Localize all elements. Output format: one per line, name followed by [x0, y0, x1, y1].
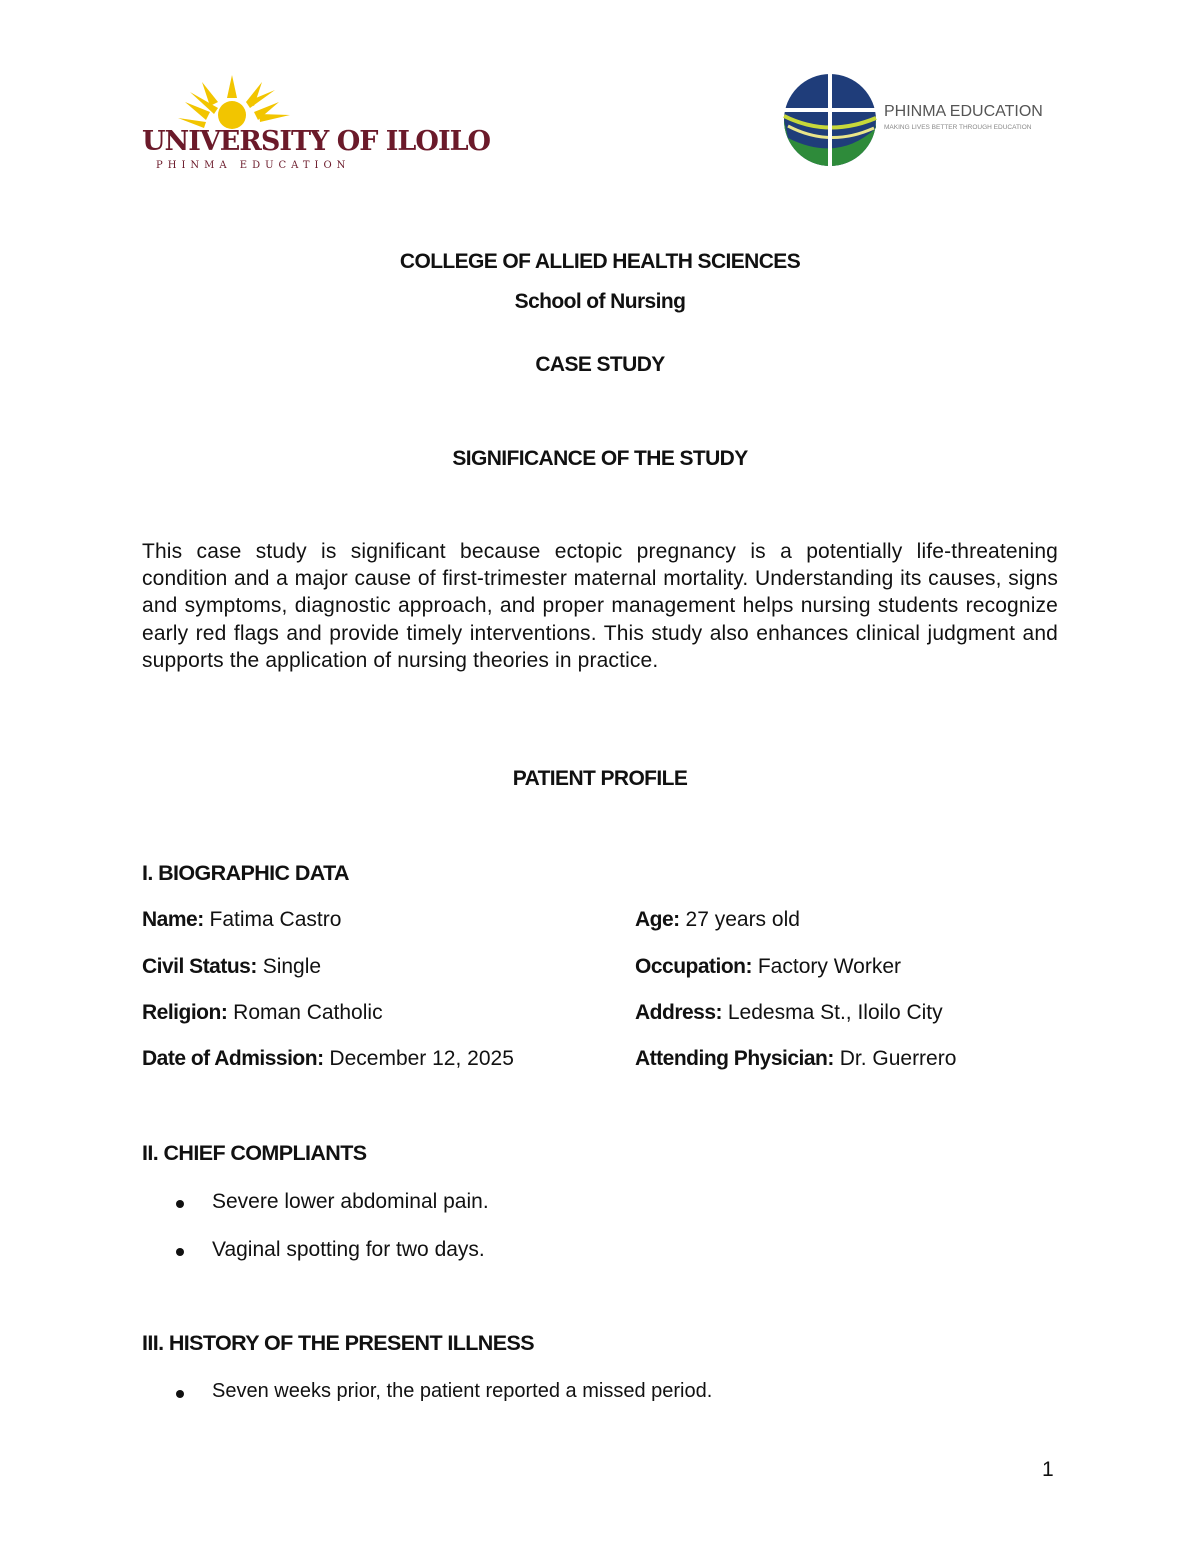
- field-label: Address:: [635, 1001, 723, 1024]
- field-label: Name:: [142, 908, 204, 931]
- logo-right-tagline: MAKING LIVES BETTER THROUGH EDUCATION: [884, 124, 1032, 131]
- field-label: Attending Physician:: [635, 1047, 834, 1070]
- list-item-text: Vaginal spotting for two days.: [212, 1238, 485, 1261]
- college-heading: COLLEGE OF ALLIED HEALTH SCIENCES: [399, 250, 801, 273]
- field-value: Factory Worker: [757, 955, 901, 978]
- field-value: Dr. Guerrero: [839, 1047, 957, 1070]
- field-religion: [142, 1001, 383, 1025]
- logo-right-title: PHINMA EDUCATION: [884, 103, 1043, 120]
- list-item-text: Severe lower abdominal pain.: [212, 1190, 489, 1213]
- phinma-globe-icon: [778, 68, 878, 174]
- document-type-heading: CASE STUDY: [535, 353, 665, 376]
- school-heading: School of Nursing: [514, 290, 686, 313]
- field-label: Civil Status:: [142, 955, 257, 978]
- bullet-icon: [176, 1390, 184, 1398]
- field-name: [142, 908, 341, 932]
- field-value: Single: [262, 955, 322, 978]
- bullet-icon: [176, 1200, 184, 1208]
- biographic-data-heading: I. BIOGRAPHIC DATA: [142, 861, 349, 885]
- bullet-icon: [176, 1248, 184, 1256]
- field-label: Age:: [635, 908, 680, 931]
- significance-paragraph: This case study is significant because ectopic pregnancy is a potentially life-threatening condition and a major cause of first-trimester maternal mortality. Understanding its causes, signs and symptoms, diagnostic approach, and proper management helps nursing students recognize early red flags and provide timely interventions. This study also enhances clinical judgment and supports the application of nursing theories in practice.: [142, 540, 1058, 672]
- logo-left-title: UNIVERSITY OF ILOILO: [142, 126, 491, 157]
- field-value: Ledesma St., Iloilo City: [727, 1001, 943, 1024]
- field-value: Roman Catholic: [233, 1001, 383, 1024]
- field-occupation: [635, 955, 901, 979]
- history-heading: III. HISTORY OF THE PRESENT ILLNESS: [142, 1331, 534, 1355]
- field-civil-status: [142, 955, 321, 979]
- phinma-education-logo: [778, 68, 1058, 174]
- field-attending-physician: [635, 1047, 956, 1071]
- field-value: 27 years old: [685, 908, 800, 931]
- field-label: Religion:: [142, 1001, 228, 1024]
- patient-profile-heading: PATIENT PROFILE: [512, 767, 688, 790]
- field-label: Occupation:: [635, 955, 753, 978]
- field-value: December 12, 2025: [329, 1047, 514, 1070]
- field-value: Fatima Castro: [209, 908, 342, 931]
- page-number: 1: [1042, 1458, 1054, 1481]
- university-of-iloilo-logo: [140, 70, 491, 180]
- logo-left-subtitle: PHINMA EDUCATION: [156, 160, 351, 171]
- field-address: [635, 1001, 943, 1025]
- chief-complaints-heading: II. CHIEF COMPLIANTS: [142, 1141, 367, 1165]
- field-date-of-admission: [142, 1047, 514, 1071]
- field-label: Date of Admission:: [142, 1047, 324, 1070]
- list-item-text: Seven weeks prior, the patient reported a missed period.: [212, 1380, 713, 1402]
- field-age: [635, 908, 800, 932]
- significance-heading: SIGNIFICANCE OF THE STUDY: [452, 447, 748, 470]
